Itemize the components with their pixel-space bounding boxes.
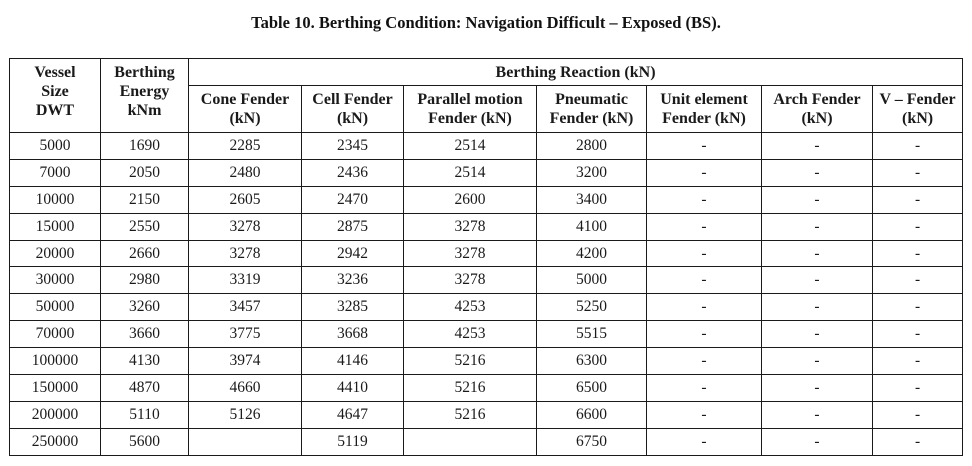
table-cell: 3278 [189,213,302,240]
table-cell: - [873,267,963,294]
table-caption: Table 10. Berthing Condition: Navigation Difficult – Exposed (BS). [251,13,721,32]
table-cell: 4146 [302,348,404,375]
table-cell: 2600 [404,186,537,213]
table-cell: - [762,321,873,348]
table-cell: 2942 [302,240,404,267]
table-cell: 5000 [537,267,647,294]
table-cell: 4410 [302,375,404,402]
table-cell: 30000 [10,267,101,294]
table-cell: 3278 [404,213,537,240]
table-cell: 10000 [10,186,101,213]
table-row [10,240,963,267]
table-cell: - [762,133,873,160]
table-cell: - [873,348,963,375]
table-row [10,186,963,213]
table-cell: 1690 [101,133,189,160]
table-cell: 70000 [10,321,101,348]
table-cell: 2800 [537,133,647,160]
table-cell: 20000 [10,240,101,267]
table-cell: 3319 [189,267,302,294]
table-cell: 3278 [404,267,537,294]
table-cell: - [762,267,873,294]
table-cell: 2980 [101,267,189,294]
table-cell [189,428,302,455]
table-cell: - [647,213,762,240]
table-cell: 250000 [10,428,101,455]
table-cell: 50000 [10,294,101,321]
table-cell: - [762,213,873,240]
table-cell: 3285 [302,294,404,321]
table-cell: 2550 [101,213,189,240]
table-row [10,321,963,348]
table-row [10,348,963,375]
table-cell: 2436 [302,159,404,186]
table-cell: 5600 [101,428,189,455]
table-cell: 3260 [101,294,189,321]
table-cell: - [647,294,762,321]
table-cell: - [647,186,762,213]
header-berthing-reaction: Berthing Reaction (kN) [189,59,963,86]
table-cell: 4870 [101,375,189,402]
table-cell: 2285 [189,133,302,160]
table-cell: 2480 [189,159,302,186]
table-row [10,294,963,321]
table-cell: - [873,375,963,402]
table-row [10,428,963,455]
header-parallel-motion-fender: Parallel motion Fender (kN) [404,86,537,133]
table-row [10,267,963,294]
table-cell: 2150 [101,186,189,213]
table-cell: - [873,186,963,213]
table-cell: 5216 [404,401,537,428]
table-cell: 7000 [10,159,101,186]
table-cell: 4200 [537,240,647,267]
table-cell: - [873,428,963,455]
table-cell: - [762,428,873,455]
table-cell: - [647,133,762,160]
table-cell: - [647,267,762,294]
table-cell: 3974 [189,348,302,375]
table-cell: - [647,428,762,455]
table-cell: 6500 [537,375,647,402]
header-pneumatic-fender: Pneumatic Fender (kN) [537,86,647,133]
table-cell: - [873,294,963,321]
table-cell: 5216 [404,348,537,375]
table-cell [404,428,537,455]
table-cell: 2875 [302,213,404,240]
header-v-fender: V – Fender (kN) [873,86,963,133]
table-cell: - [762,294,873,321]
table-cell: 2050 [101,159,189,186]
table-cell: 5110 [101,401,189,428]
table-cell: 15000 [10,213,101,240]
header-vessel-size: Vessel Size DWT [10,59,101,133]
table-cell: 3278 [189,240,302,267]
header-cell-fender: Cell Fender (kN) [302,86,404,133]
table-cell: 3668 [302,321,404,348]
table-cell: 200000 [10,401,101,428]
table-cell: - [647,321,762,348]
table-cell: 6300 [537,348,647,375]
table-cell: 2470 [302,186,404,213]
table-row [10,133,963,160]
table-cell: 2605 [189,186,302,213]
table-cell: - [647,348,762,375]
table-cell: 2514 [404,133,537,160]
table-cell: - [873,321,963,348]
table-cell: 3200 [537,159,647,186]
table-cell: - [647,375,762,402]
table-cell: - [873,240,963,267]
header-arch-fender: Arch Fender (kN) [762,86,873,133]
table-cell: - [762,348,873,375]
table-cell: 3660 [101,321,189,348]
table-cell: 5119 [302,428,404,455]
table-cell: 4130 [101,348,189,375]
table-cell: 6600 [537,401,647,428]
table-cell: 100000 [10,348,101,375]
table-cell: 5216 [404,375,537,402]
table-cell: 4660 [189,375,302,402]
table-cell: - [762,159,873,186]
table-row [10,213,963,240]
table-cell: 5515 [537,321,647,348]
berthing-table [9,58,963,456]
table-cell: - [873,401,963,428]
table-cell: - [873,159,963,186]
table-cell: - [762,375,873,402]
table-body [10,133,963,456]
table-cell: 6750 [537,428,647,455]
table-cell: - [873,213,963,240]
table-cell: 3236 [302,267,404,294]
table-cell: 5126 [189,401,302,428]
table-cell: 4253 [404,321,537,348]
table-cell: - [762,240,873,267]
table-cell: - [762,186,873,213]
table-cell: 3775 [189,321,302,348]
table-row [10,375,963,402]
table-cell: - [762,401,873,428]
table-cell: - [873,133,963,160]
table-cell: - [647,401,762,428]
table-cell: - [647,159,762,186]
header-unit-element-fender: Unit element Fender (kN) [647,86,762,133]
header-berthing-energy: Berthing Energy kNm [101,59,189,133]
table-cell: - [647,240,762,267]
table-cell: 3457 [189,294,302,321]
table-cell: 150000 [10,375,101,402]
table-cell: 4647 [302,401,404,428]
table-cell: 3400 [537,186,647,213]
table-cell: 4253 [404,294,537,321]
table-cell: 5250 [537,294,647,321]
table-cell: 3278 [404,240,537,267]
header-cone-fender: Cone Fender (kN) [189,86,302,133]
table-row [10,159,963,186]
table-row [10,401,963,428]
table-cell: 2345 [302,133,404,160]
table-cell: 2514 [404,159,537,186]
table-cell: 4100 [537,213,647,240]
table-cell: 2660 [101,240,189,267]
table-cell: 5000 [10,133,101,160]
